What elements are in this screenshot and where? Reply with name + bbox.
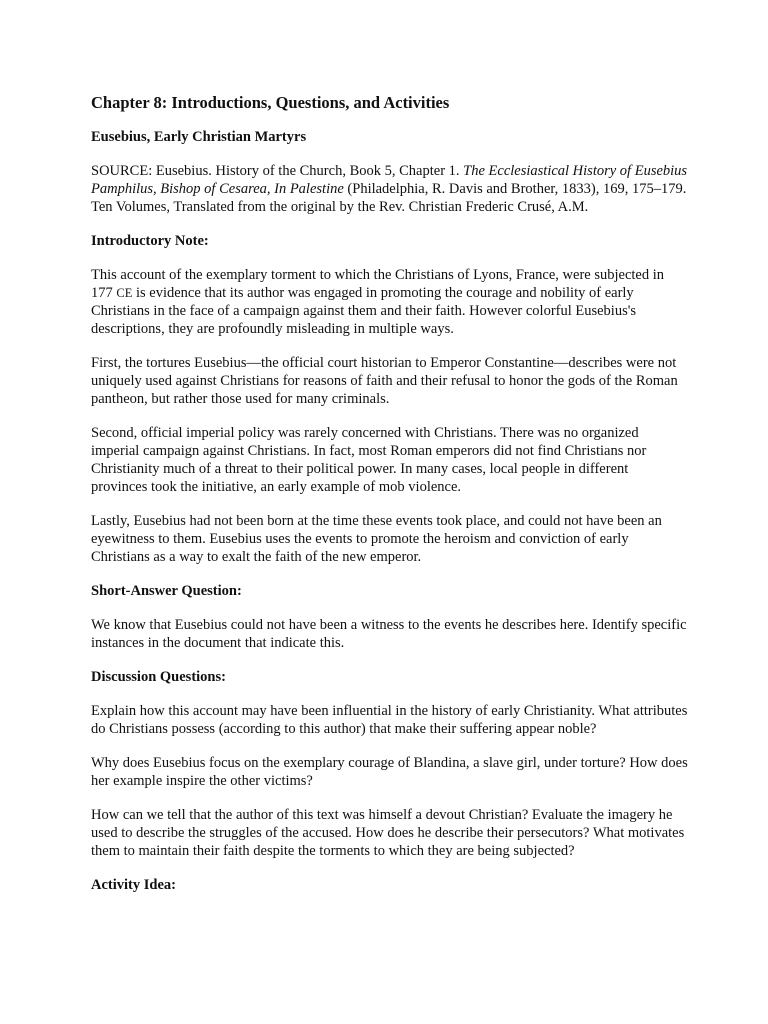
- discussion-questions-heading: Discussion Questions:: [91, 669, 226, 685]
- source-paragraph: [91, 162, 688, 216]
- introductory-note-heading: Introductory Note:: [91, 233, 209, 249]
- intro-p1-before: This account of the exemplary torment to which the Christians of Lyons, France, were subjected in 177: [91, 267, 664, 301]
- intro-paragraph-4: Lastly, Eusebius had not been born at the time these events took place, and could not have been an eyewitness to them. Eusebius uses the events to promote the heroism and conviction of early Christians as a way to exalt the faith of the new emperor.: [91, 513, 662, 565]
- source-italic-title: The Ecclesiastical History of Eusebius Pamphilus, Bishop of Cesarea, In Palestine: [91, 163, 688, 197]
- intro-paragraph-1: [91, 266, 688, 338]
- activity-idea-heading: Activity Idea:: [91, 877, 176, 893]
- intro-p1-after: is evidence that its author was engaged in promoting the courage and nobility of early Christians in the face of a campaign against them and their faith. However colorful Eusebius's descriptions, they are profoundly misleading in multiple ways.: [91, 285, 636, 337]
- discussion-paragraph-1: Explain how this account may have been influential in the history of early Christianity. What attributes do Christians possess (according to this author) that make their suffering appear noble?: [91, 703, 688, 737]
- chapter-title: Chapter 8: Introductions, Questions, and Activities: [91, 93, 450, 112]
- discussion-paragraph-3: How can we tell that the author of this text was himself a devout Christian? Evaluate the imagery he used to describe the struggles of the accused. How does he describe their persecutors? What motivates them to maintain their faith despite the torments to which they are being subjected?: [91, 807, 685, 859]
- discussion-paragraph-2: Why does Eusebius focus on the exemplary courage of Blandina, a slave girl, under torture? How does her example inspire the other victims?: [91, 755, 688, 789]
- intro-paragraph-3: Second, official imperial policy was rarely concerned with Christians. There was no organized imperial campaign against Christians. In fact, most Roman emperors did not find Christians nor Christianity much of a threat to their political power. In many cases, local people in different provinces took the initiative, an early example of mob violence.: [91, 425, 647, 495]
- short-answer-heading: Short-Answer Question:: [91, 583, 242, 599]
- source-suffix: (Philadelphia, R. Davis and Brother, 1833), 169, 175–179. Ten Volumes, Translated from the original by the Rev. Christian Frederic Crusé, A.M.: [91, 181, 687, 215]
- intro-paragraph-2: First, the tortures Eusebius—the official court historian to Emperor Constantine—describes were not uniquely used against Christians for reasons of faith and their refusal to honor the gods of the Roman pantheon, but rather those used for many criminals.: [91, 355, 678, 407]
- short-answer-paragraph: We know that Eusebius could not have been a witness to the events he describes here. Identify specific instances in the document that indicate this.: [91, 617, 687, 651]
- source-prefix: SOURCE: Eusebius. History of the Church, Book 5, Chapter 1.: [91, 163, 464, 179]
- intro-p1-era: CE: [116, 286, 133, 300]
- document-subtitle: Eusebius, Early Christian Martyrs: [91, 129, 307, 145]
